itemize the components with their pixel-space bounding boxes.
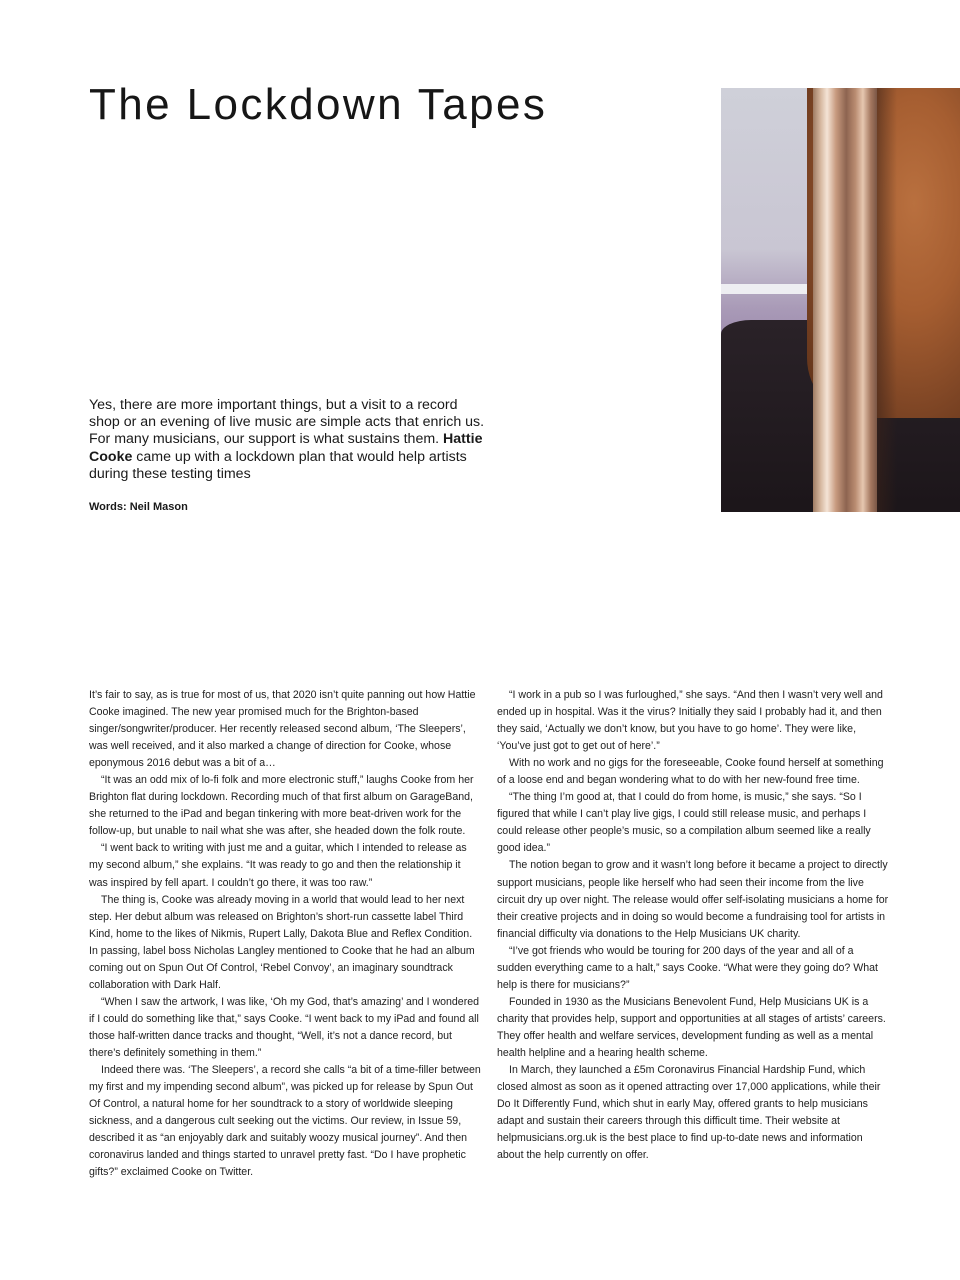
body-column-left (89, 687, 481, 1181)
byline: Words: Neil Mason (89, 501, 188, 513)
paragraph: Founded in 1930 as the Musicians Benevolent Fund, Help Musicians UK is a charity that provides help, support and opportunities at all stages of artists’ careers. They offer health and welfare services, development funding as well as a mental health helpline and a hearing health scheme. (497, 995, 886, 1059)
standfirst (89, 397, 489, 483)
body-column-right (497, 687, 889, 1164)
paragraph: “I’ve got friends who would be touring for 200 days of the year and all of a sudden everything came to a halt,” says Cooke. “What were they going do? What help is there for musicians?” (497, 944, 878, 991)
standfirst-artist-name: Hattie Cooke (89, 431, 483, 465)
paragraph: “When I saw the artwork, I was like, ‘Oh my God, that’s amazing’ and I wondered if I could do something like that,” says Cooke. “I went back to my iPad and found all those half-written dance tracks and thought, “Well, it’s not a dance record, but there’s definitely something in them.” (89, 995, 480, 1059)
paragraph: “The thing I’m good at, that I could do from home, is music,” she says. “So I figured that while I can’t play live gigs, I could still release music, and perhaps I could release other people’s music, so a compilation album seemed like a really good idea.” (497, 791, 871, 855)
article-title: The Lockdown Tapes (89, 80, 548, 129)
paragraph: In March, they launched a £5m Coronavirus Financial Hardship Fund, which closed almost as soon as it opened attracting over 17,000 applications, while their Do It Differently Fund, which shut in early May, offered grants to help musicians adapt and sustain their careers through this difficult time. Their website at helpmusicians.org.uk is the best place to find up-to-date news and information about the help currently on offer. (497, 1064, 881, 1162)
paragraph: With no work and no gigs for the foreseeable, Cooke found herself at something of a loose end and began wondering what to do with her new-found free time. (497, 757, 884, 787)
paragraph: “I work in a pub so I was furloughed,” she says. “And then I wasn’t very well and ended up in hospital. Was it the virus? Initially they said I probably had it, and then they said, ‘Actually we don’t know, but you have to go home’. They were like, ‘You’ve just got to get out of here’.” (497, 689, 883, 753)
paragraph: “It was an odd mix of lo-fi folk and more electronic stuff,” laughs Cooke from her Brighton flat during lockdown. Recording much of that first album on GarageBand, she returned to the iPad and began tinkering with more beat-driven work for the follow-up, but unable to nail what she was after, she headed down the folk route. (89, 774, 474, 838)
standfirst-text-after: came up with a lockdown plan that would help artists during these testing times (89, 448, 467, 482)
paragraph: The notion began to grow and it wasn’t long before it became a project to directly support musicians, people like herself who had seen their income from the live circuit dry up over night. The release would offer self-isolating musicians a home for their creative projects and in doing so would become a fundraising tool for artists in financial difficulty via donations to the Help Musicians UK charity. (497, 859, 889, 940)
photo-pole-shadow (877, 88, 897, 512)
paragraph: The thing is, Cooke was already moving in a world that would lead to her next step. Her debut album was released on Brighton’s short-run cassette label Third Kind, home to the likes of Nikmis, Rupert Lally, Dakota Blue and Reflex Condition. In passing, label boss Nicholas Langley mentioned to Cooke that he had an album coming out on Spun Out Of Control, ‘Rebel Convoy’, an imaginary soundtrack collaboration with Dark Half. (89, 893, 475, 991)
paragraph: It’s fair to say, as is true for most of us, that 2020 isn’t quite panning out how Hattie Cooke imagined. The new year promised much for the Brighton-based singer/songwriter/producer. Her recently released second album, ‘The Sleepers’, was well received, and it also marked a change of direction for Cooke, whose eponymous 2016 debut was a bit of a… (89, 689, 476, 770)
paragraph: “I went back to writing with just me and a guitar, which I intended to release as my second album,” she explains. “It was ready to go and then the relationship it was inspired by fell apart. I couldn’t go there, it was too raw.” (89, 842, 467, 889)
paragraph: Indeed there was. ‘The Sleepers’, a record she calls “a bit of a time-filler between my first and my impending second album”, was picked up for release by Spun Out Of Control, a natural home for her soundtrack to a story of worldwide sleeping sickness, and a dangerous cult seeking out the victims. Our review, in Issue 59, described it as “an enjoyably dark and suitably woozy musical journey”. And then coronavirus landed and things started to unravel pretty fast. “Do I have prophetic gifts?” exclaimed Cooke on Twitter. (89, 1064, 481, 1179)
standfirst-text-before: Yes, there are more important things, but a visit to a record shop or an evening of live music are simple acts that enrich us. For many musicians, our support is what sustains them. (89, 397, 485, 448)
artist-photo (721, 88, 960, 512)
photo-mic-stand (813, 88, 877, 512)
